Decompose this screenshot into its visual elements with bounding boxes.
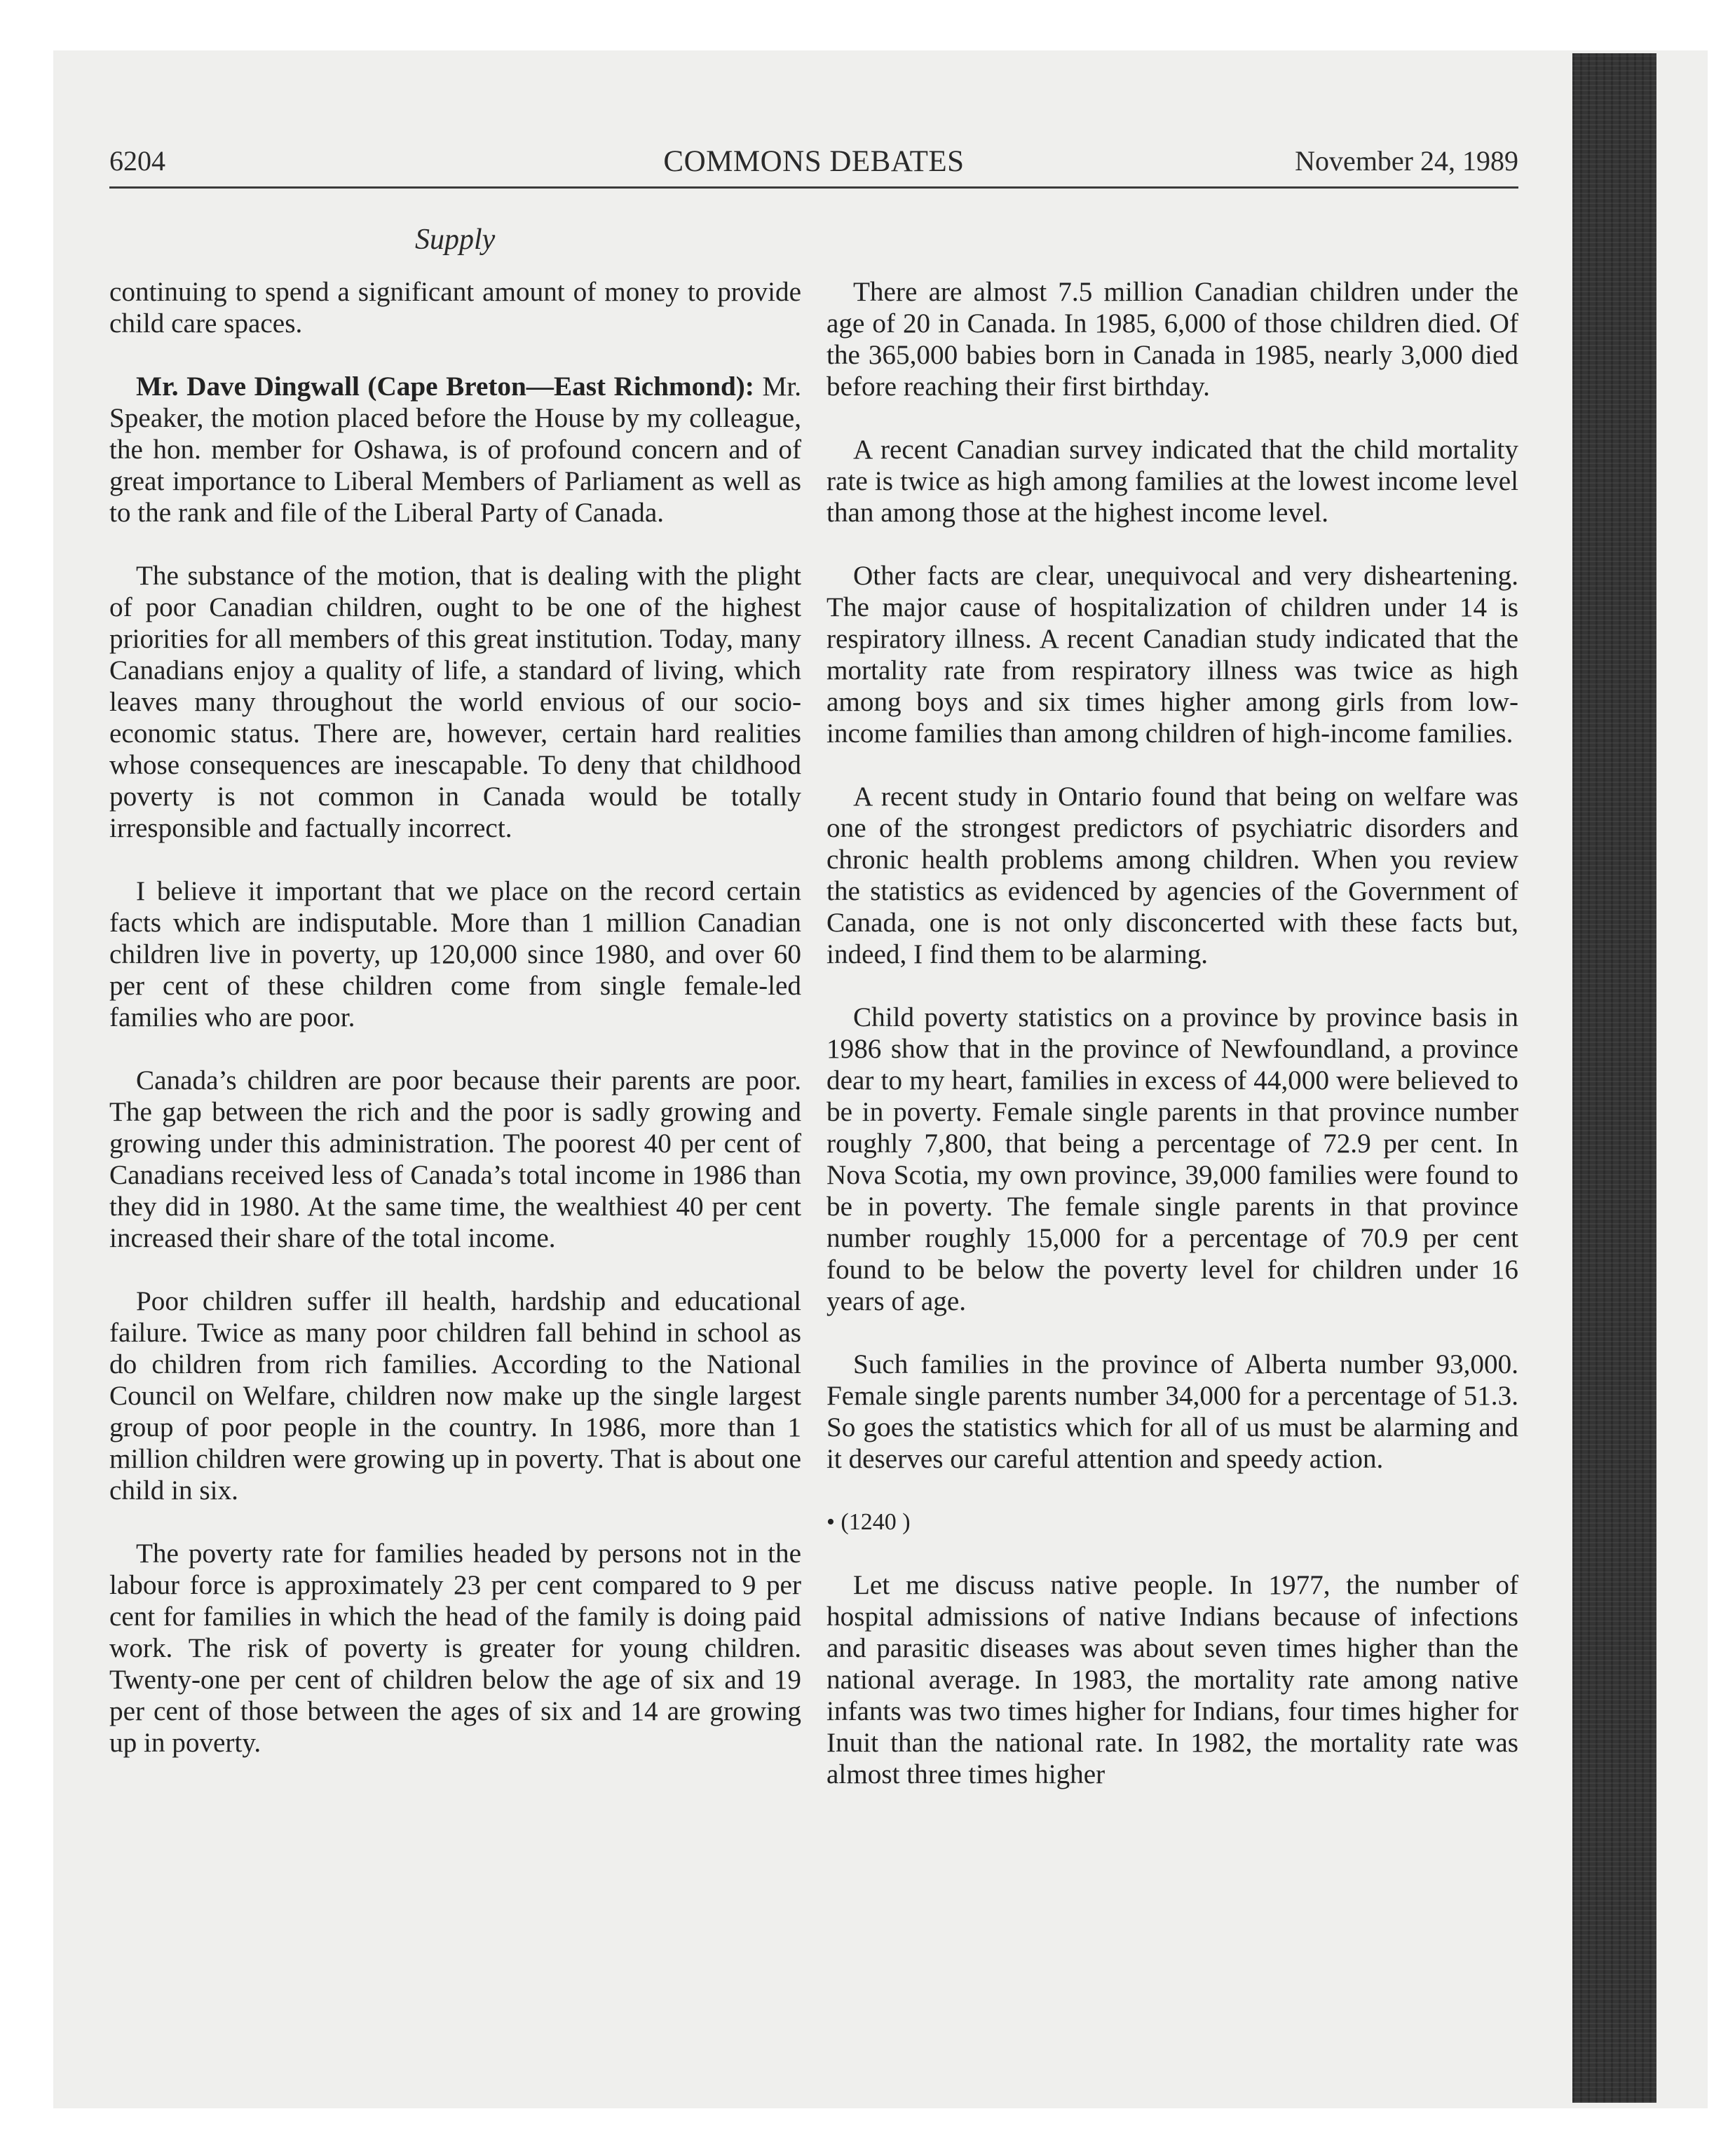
header-rule [109,186,1518,189]
paragraph: I believe it important that we place on the record certain facts which are indisputable. More than 1 million Canadian children live in poverty, up 120,000 since 1980, and over 60 per cent of these children come from single female-led families who are poor. [109,876,801,1032]
paragraph: Poor children suffer ill health, hardship and educational failure. Twice as many poor children fall behind in school as do children from rich families. According to the National Council on Welfare, children now make up the single largest group of poor people in the country. In 1986, more than 1 million children were growing up in poverty. That is about one child in six. [109,1286,801,1506]
paragraph: Let me discuss native people. In 1977, the number of hospital admissions of native Indians because of infections and parasitic diseases was about seven times higher than the national average. In 1983, the mortality rate among native infants was two times higher for Indians, four times higher for Inuit than the national rate. In 1982, the mortality rate was almost three times higher [826,1570,1518,1789]
paragraph: Child poverty statistics on a province by province basis in 1986 show that in the province of Newfoundland, a province dear to my heart, families in excess of 44,000 were believed to be in poverty. Female single parents in that province number roughly 7,800, that being a percentage of 72.9 per cent. In Nova Scotia, my own province, 39,000 families were found to be in poverty. The female single parents in that province number roughly 15,000 for a percentage of 70.9 per cent found to be below the poverty level for children under 16 years of age. [826,1002,1518,1316]
paragraph: There are almost 7.5 million Canadian children under the age of 20 in Canada. In 1985, 6,000 of those children died. Of the 365,000 babies born in Canada in 1985, nearly 3,000 died before reaching their first birthday. [826,277,1518,402]
page-number: 6204 [109,145,165,177]
paragraph: Such families in the province of Alberta number 93,000. Female single parents number 34,000 for a percentage of 51.3. So goes the statistics which for all of us must be alarming and it deserves our careful attention and speedy action. [826,1349,1518,1474]
scan-edge-strip [1572,53,1656,2103]
running-header [109,144,1518,184]
speaker-name: Mr. Dave Dingwall (Cape Breton—East Richmond): [136,371,754,402]
section-title: Supply [415,224,496,256]
paragraph: A recent study in Ontario found that being on welfare was one of the strongest predictors of psychiatric disorders and chronic health problems among children. When you review the statistics as evidenced by agencies of the Government of Canada, one is not only disconcerted with these facts but, indeed, I find them to be alarming. [826,782,1518,969]
left-column [109,276,801,1759]
paragraph: Canada’s children are poor because their parents are poor. The gap between the rich and the poor is sadly growing and growing under this administration. The poorest 40 per cent of Canadians received less of Canada’s total income in 1986 than they did in 1980. At the same time, the wealthiest 40 per cent increased their share of the total income. [109,1065,801,1253]
right-column [826,276,1518,1790]
paragraph: Other facts are clear, unequivocal and very disheartening. The major cause of hospitalization of children under 14 is respiratory illness. A recent Canadian study indicated that the mortality rate from respiratory illness was twice as high among boys and six times higher among girls from low-income families than among children of high-income families. [826,561,1518,749]
speech-paragraph [109,371,801,528]
paragraph: A recent Canadian survey indicated that the child mortality rate is twice as high among families at the lowest income level than among those at the highest income level. [826,435,1518,528]
publication-title: COMMONS DEBATES [663,145,965,178]
paragraph: The poverty rate for families headed by persons not in the labour force is approximately 23 per cent compared to 9 per cent for families in which the head of the family is doing paid work. The risk of poverty is greater for young children. Twenty-one per cent of children below the age of six and 19 per cent of those between the ages of six and 14 are growing up in poverty. [109,1538,801,1758]
speech-text: Mr. Speaker, the motion placed before the House by my colleague, the hon. member for Oshawa, is of profound concern and of great importance to Liberal Members of Parliament as well as to the rank and file of the Liberal Party of Canada. [109,371,801,528]
sitting-date: November 24, 1989 [1295,145,1518,177]
time-marker: • (1240 ) [826,1509,911,1535]
paragraph: The substance of the motion, that is dealing with the plight of poor Canadian children, ought to be one of the highest priorities for all members of this great institution. Today, many Canadians enjoy a quality of life, a standard of living, which leaves many throughout the world envious of our socio-economic status. There are, however, certain hard realities whose consequences are inescapable. To deny that childhood poverty is not common in Canada would be totally irresponsible and factually incorrect. [109,561,801,843]
paragraph: continuing to spend a significant amount of money to provide child care spaces. [109,277,801,339]
